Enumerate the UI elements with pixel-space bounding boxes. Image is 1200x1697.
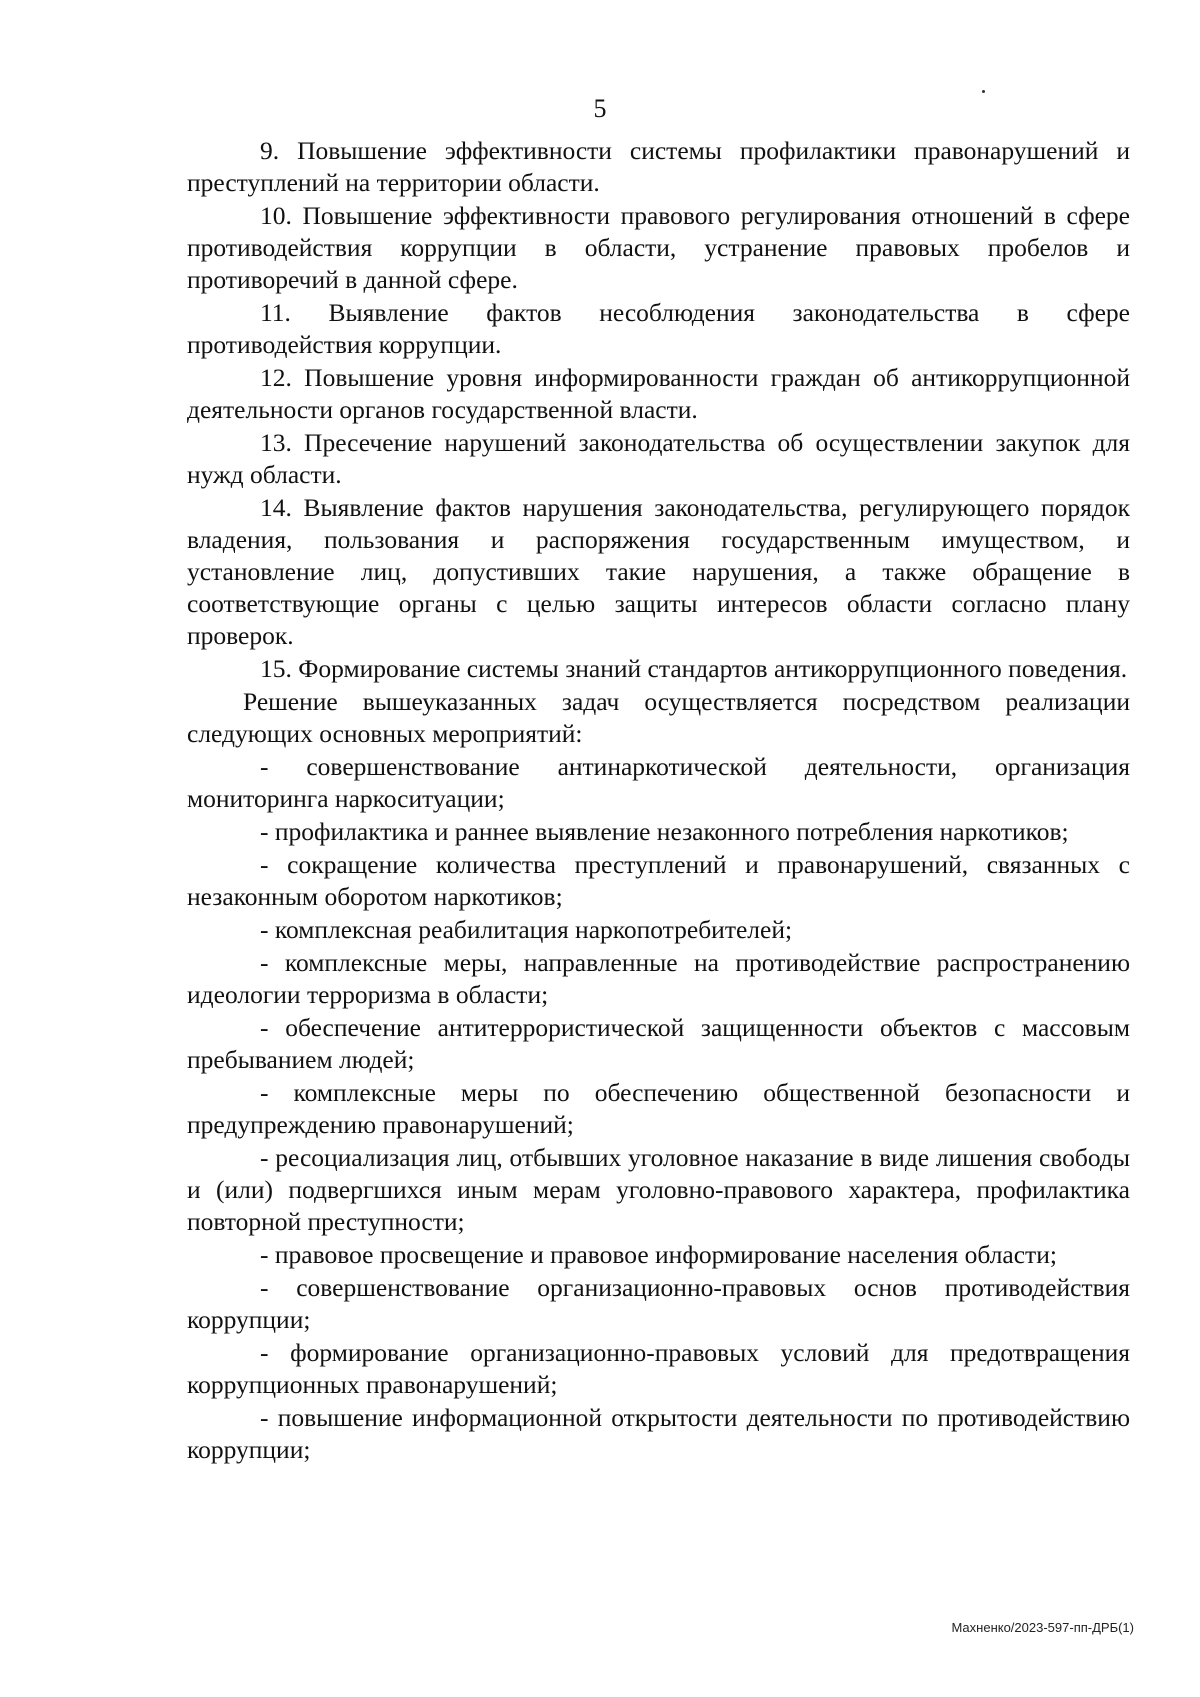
measure-item xyxy=(187,1238,1130,1271)
task-text: 12. Повышение уровня информированности граждан об антикоррупционной деятельности органов государственной власти. xyxy=(187,363,1130,424)
task-item xyxy=(187,199,1130,296)
task-item xyxy=(187,296,1130,361)
task-text: 11. Выявление фактов несоблюдения законодательства в сфере противодействия коррупции. xyxy=(187,298,1130,359)
measure-item xyxy=(187,1076,1130,1141)
measure-item xyxy=(187,1141,1130,1238)
task-item xyxy=(187,134,1130,199)
measure-item xyxy=(187,946,1130,1011)
task-text: 15. Формирование системы знаний стандартов антикоррупционного поведения. xyxy=(260,654,1128,683)
intro-text: Решение вышеуказанных задач осуществляется посредством реализации следующих основных мероприятий: xyxy=(187,687,1130,748)
measure-item xyxy=(187,1271,1130,1336)
task-item xyxy=(187,652,1130,685)
measure-item xyxy=(187,913,1130,946)
task-item xyxy=(187,426,1130,491)
measure-text: - комплексные меры по обеспечению общественной безопасности и предупреждению правонарушений; xyxy=(187,1078,1130,1139)
measure-text: - повышение информационной открытости деятельности по противодействию коррупции; xyxy=(187,1403,1130,1464)
measures-intro xyxy=(187,685,1130,750)
measure-text: - ресоциализация лиц, отбывших уголовное наказание в виде лишения свободы и (или) подвергшихся иным мерам уголовно-правового характера, профилактика повторной преступности; xyxy=(187,1143,1130,1236)
measure-text: - обеспечение антитеррористической защищенности объектов с массовым пребыванием людей; xyxy=(187,1013,1130,1074)
document-footer-code: Махненко/2023-597-пп-ДРБ(1) xyxy=(951,1620,1134,1635)
scan-speck xyxy=(982,90,985,93)
measure-text: - совершенствование организационно-правовых основ противодействия коррупции; xyxy=(187,1273,1130,1334)
page-number: 5 xyxy=(593,94,607,123)
measure-text: - совершенствование антинаркотической деятельности, организация мониторинга наркоситуации; xyxy=(187,752,1130,813)
task-text: 14. Выявление фактов нарушения законодательства, регулирующего порядок владения, пользования и распоряжения государственным имуществом, и установление лиц, допустивших такие нарушения, а также обращение в соответствующие органы с целью защиты интересов области согласно плану проверок. xyxy=(187,493,1130,650)
measure-text: - правовое просвещение и правовое информирование населения области; xyxy=(260,1240,1057,1269)
measure-item xyxy=(187,1401,1130,1466)
document-body xyxy=(187,134,1130,1466)
task-text: 9. Повышение эффективности системы профилактики правонарушений и преступлений на территории области. xyxy=(187,136,1130,197)
task-item xyxy=(187,361,1130,426)
measure-item xyxy=(187,815,1130,848)
measure-text: - профилактика и раннее выявление незаконного потребления наркотиков; xyxy=(260,817,1069,846)
measure-item xyxy=(187,1336,1130,1401)
measure-text: - комплексные меры, направленные на противодействие распространению идеологии терроризма в области; xyxy=(187,948,1130,1009)
measure-item xyxy=(187,1011,1130,1076)
measure-text: - сокращение количества преступлений и правонарушений, связанных с незаконным оборотом наркотиков; xyxy=(187,850,1130,911)
task-text: 13. Пресечение нарушений законодательства об осуществлении закупок для нужд области. xyxy=(187,428,1130,489)
task-item xyxy=(187,491,1130,652)
measure-text: - формирование организационно-правовых условий для предотвращения коррупционных правонарушений; xyxy=(187,1338,1130,1399)
measure-text: - комплексная реабилитация наркопотребителей; xyxy=(260,915,793,944)
measure-item xyxy=(187,848,1130,913)
task-text: 10. Повышение эффективности правового регулирования отношений в сфере противодействия коррупции в области, устранение правовых пробелов и противоречий в данной сфере. xyxy=(187,201,1130,294)
measure-item xyxy=(187,750,1130,815)
